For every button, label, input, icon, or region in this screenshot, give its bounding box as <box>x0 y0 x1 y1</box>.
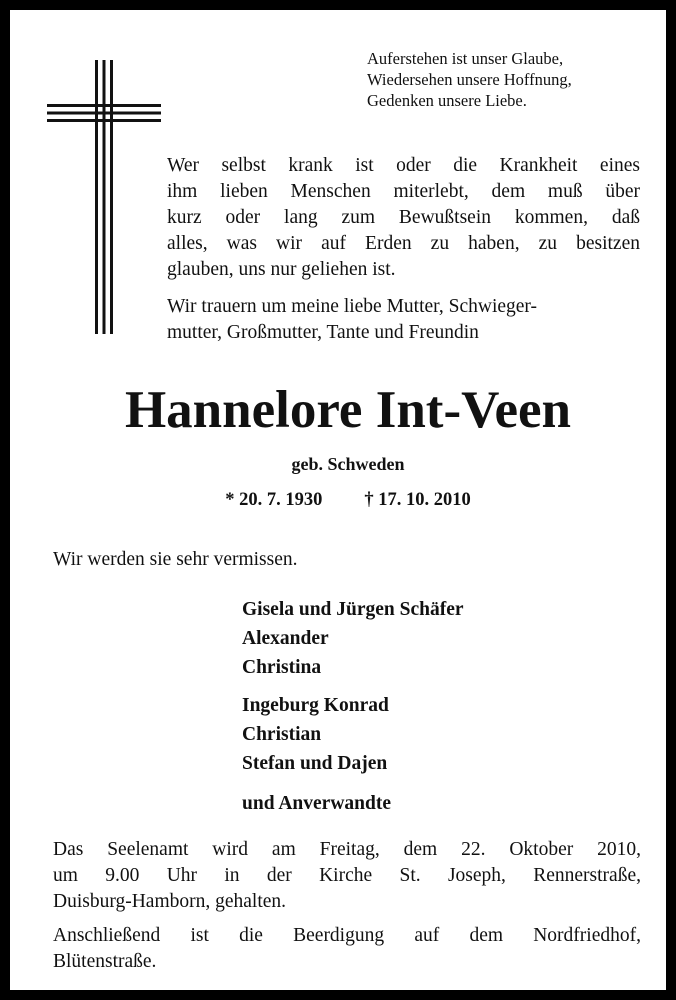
relatives-line: und Anverwandte <box>242 793 391 814</box>
family-member: Christian <box>242 724 322 745</box>
motto-verse <box>367 48 572 111</box>
motto-line: Wiedersehen unsere Hoffnung, <box>367 70 572 89</box>
service-line: Duisburg-Hamborn, gehalten. <box>53 891 287 912</box>
mourning-line: mutter, Großmutter, Tante und Freundin <box>167 322 479 343</box>
reflection-line: kurz oder lang zum Bewußtsein kommen, daß <box>167 207 640 228</box>
burial-announcement <box>53 923 641 975</box>
motto-line: Gedenken unsere Liebe. <box>367 91 527 110</box>
family-member: Christina <box>242 657 322 678</box>
reflection-line: Wer selbst krank ist oder die Krankheit eines <box>167 155 640 176</box>
family-member: Gisela und Jürgen Schäfer <box>242 599 464 620</box>
reflection-line: glauben, uns nur geliehen ist. <box>167 259 396 280</box>
burial-line: Anschließend ist die Beerdigung auf dem Nordfriedhof, <box>53 925 641 946</box>
mourning-line: Wir trauern um meine liebe Mutter, Schwieger- <box>167 296 538 317</box>
deceased-name: Hannelore Int-Veen <box>124 381 572 439</box>
service-announcement <box>53 837 641 915</box>
miss-statement: Wir werden sie sehr vermissen. <box>53 549 298 570</box>
family-group <box>242 691 662 778</box>
family-member: Alexander <box>242 628 329 649</box>
life-dates <box>10 487 676 513</box>
reflection-line: ihm lieben Menschen miterlebt, dem muß über <box>167 181 640 202</box>
death-date: † 17. 10. 2010 <box>364 490 471 510</box>
service-line: um 9.00 Uhr in der Kirche St. Joseph, Rennerstraße, <box>53 865 641 886</box>
reflection-paragraph <box>167 153 640 283</box>
burial-line: Blütenstraße. <box>53 951 157 972</box>
family-member: Stefan und Dajen <box>242 753 388 774</box>
service-line: Das Seelenamt wird am Freitag, dem 22. Oktober 2010, <box>53 839 641 860</box>
birth-date: * 20. 7. 1930 <box>225 490 323 510</box>
birth-name: geb. Schweden <box>291 454 405 474</box>
family-group <box>242 595 662 682</box>
family-member: Ingeburg Konrad <box>242 695 389 716</box>
mourning-statement <box>167 294 640 346</box>
motto-line: Auferstehen ist unser Glaube, <box>367 49 564 68</box>
cross-icon <box>47 60 161 334</box>
reflection-line: alles, was wir auf Erden zu haben, zu besitzen <box>167 233 640 254</box>
